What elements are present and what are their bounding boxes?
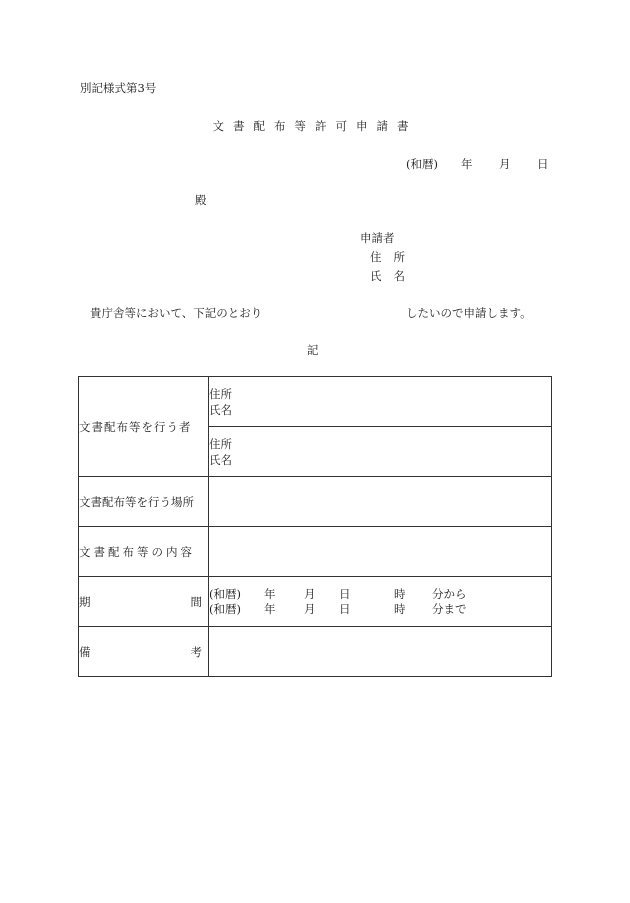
period-from-month: 月 [304,586,316,601]
applicant-label: 申請者 [360,231,395,245]
statement-text: 貴庁舎等において、下記のとおり [90,306,263,320]
person-entry-1[interactable] [209,377,552,427]
person-2-address-label: 住所 [209,436,232,451]
person-2-name-label: 氏名 [209,452,232,467]
date-year: 年 [461,157,473,171]
period-to-minute: 分まで [432,601,467,616]
statement-text-end: したいので申請します。 [406,306,532,320]
table-row [79,627,552,677]
date-month: 月 [499,157,511,171]
person-1-name-label: 氏名 [209,402,232,417]
ki-heading: 記 [307,343,319,357]
date-day: 日 [537,157,549,171]
content-label: 文書配布等の内容 [79,544,195,559]
table-row [79,577,552,627]
content-label-cell [79,527,209,577]
period-from-line [209,587,551,602]
place-label: 文書配布等を行う場所 [79,494,194,509]
period-from-era: (和暦) [209,586,241,601]
remarks-label-second: 考 [190,644,202,659]
application-table [78,376,552,677]
applicant-address-label: 住所 [370,250,417,264]
period-to-line [209,602,551,617]
period-to-year: 年 [264,601,276,616]
addressee-suffix: 殿 [195,193,207,207]
place-value-cell[interactable] [209,477,552,527]
date-line [406,156,549,172]
applicant-name-label: 氏名 [370,269,417,283]
table-row [79,477,552,527]
period-label-first: 期 [79,594,91,609]
period-to-era: (和暦) [209,601,241,616]
period-from-day: 日 [339,586,351,601]
period-to-hour: 時 [394,601,406,616]
table-row [79,377,552,427]
person-entry-2[interactable] [209,427,552,477]
content-value-cell[interactable] [209,527,552,577]
persons-label: 文書配布等を行う者 [79,419,192,434]
persons-label-cell [79,377,209,477]
period-from-minute: 分から [432,586,467,601]
remarks-label-cell [79,627,209,677]
remarks-value-cell[interactable] [209,627,552,677]
document-title: 文書配布等許可申請書 [212,119,418,133]
date-era: (和暦) [406,157,438,171]
table-row [79,527,552,577]
period-label-cell [79,577,209,627]
place-label-cell [79,477,209,527]
form-number-label: 別記様式第3号 [80,81,157,95]
person-1-address-label: 住所 [209,386,232,401]
period-value-cell[interactable] [209,577,552,627]
period-from-hour: 時 [394,586,406,601]
remarks-label-first: 備 [79,644,91,659]
period-to-month: 月 [304,601,316,616]
period-from-year: 年 [264,586,276,601]
period-label-second: 間 [190,594,202,609]
period-to-day: 日 [339,601,351,616]
